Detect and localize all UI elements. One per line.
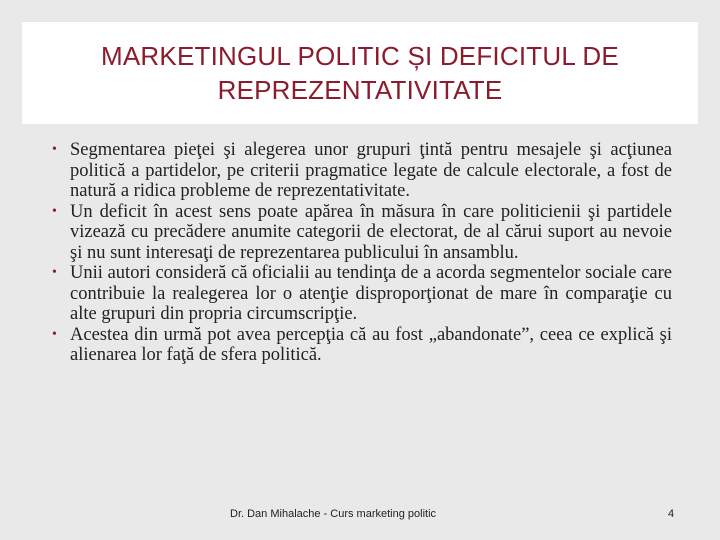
bullet-text: Unii autori consideră că oficialii au tendinţa de a acorda segmentelor sociale care contribuie la realegerea lor o atenţie disproporţionat de mare în comparaţie cu alte grupuri din propria circumscripţie. (70, 263, 672, 324)
slide-title: MARKETINGUL POLITIC ȘI DEFICITUL DE REPREZENTATIVITATE (101, 41, 619, 105)
bullet-text: Un deficit în acest sens poate apărea în măsura în care politicienii şi partidele vizează cu precădere anumite categorii de electorat, de al cărui suport au nevoie şi nu sunt interesaţi de reprezentarea publicului în ansamblu. (70, 201, 672, 263)
bullet-item (52, 140, 672, 202)
bullet-text: Acestea din urmă pot avea percepţia că au fost „abandonate”, ceea ce explică şi alienarea lor faţă de sfera politică. (70, 324, 672, 365)
bullet-icon: • (52, 203, 57, 219)
page-number: 4 (668, 508, 675, 520)
slide-content (52, 140, 672, 366)
slide-footer (0, 506, 720, 526)
bullet-icon: • (52, 326, 57, 342)
bullet-icon: • (52, 265, 57, 280)
bullet-item (52, 263, 672, 325)
bullet-icon: • (52, 142, 57, 157)
bullet-item (52, 325, 672, 366)
title-box (22, 22, 698, 124)
bullet-list (52, 140, 672, 366)
footer-text: Dr. Dan Mihalache - Curs marketing politic (230, 508, 437, 520)
bullet-item (52, 202, 672, 264)
bullet-text: Segmentarea pieţei şi alegerea unor grupuri ţintă pentru mesajele şi acţiunea politică a partidelor, pe criterii pragmatice legate de calcule electorale, a fost de natură a ridica probleme de reprezentativitate. (70, 140, 672, 201)
